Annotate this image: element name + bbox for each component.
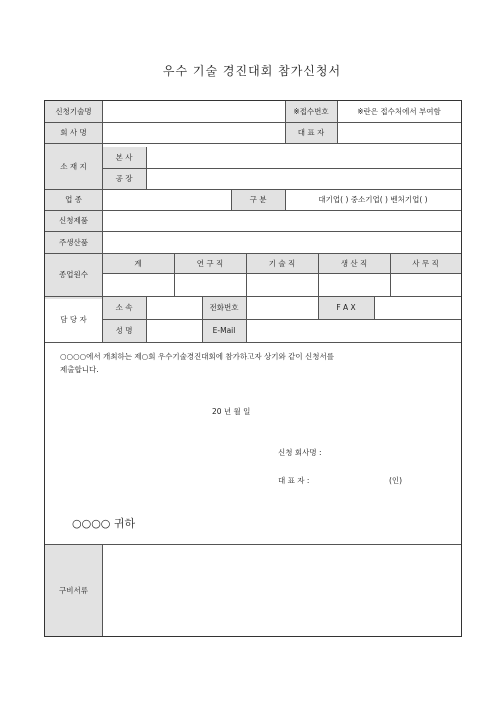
product-field[interactable] [103, 211, 461, 231]
main-product-label: 주생산품 [59, 237, 88, 247]
industry-field[interactable] [103, 190, 231, 210]
applicant-company-line: 신청 회사명 : [278, 448, 322, 457]
phone-field[interactable] [247, 297, 318, 319]
employee-production-field[interactable] [319, 274, 390, 296]
receipt-number-label: ※접수번호 [293, 107, 329, 116]
factory-field[interactable] [147, 169, 461, 189]
department-label: 소 속 [115, 303, 133, 312]
receipt-note: ※란은 접수처에서 부여함 [357, 107, 441, 116]
required-documents-field[interactable] [103, 545, 461, 636]
category-options[interactable]: 대기업( ) 중소기업( ) 벤처기업( ) [318, 195, 428, 204]
fax-field[interactable] [375, 297, 461, 319]
employee-header-technical: 기 술 직 [268, 258, 296, 268]
applicant-tech-field[interactable] [103, 102, 285, 122]
department-field[interactable] [147, 297, 202, 319]
phone-label: 전화번호 [209, 303, 239, 312]
employee-header-production: 생 산 직 [340, 258, 368, 268]
location-label: 소 재 지 [60, 161, 87, 171]
applicant-tech-label: 신청기술명 [55, 107, 92, 116]
category-label: 구 분 [249, 195, 267, 204]
employee-header-research: 연 구 직 [196, 258, 224, 268]
employee-research-field[interactable] [175, 274, 246, 296]
employee-technical-field[interactable] [247, 274, 318, 296]
main-product-field[interactable] [103, 232, 461, 253]
name-label: 성 명 [115, 326, 133, 335]
application-statement-end: 제출합니다. [60, 365, 99, 374]
application-statement: ○○○○에서 개최하는 제○회 우수기술경진대회에 참가하고자 상기와 같이 신청서를 [60, 352, 335, 361]
seal-mark: (인) [389, 476, 403, 485]
required-documents-label: 구비서류 [59, 585, 88, 595]
employee-header-office: 사 무 직 [412, 258, 439, 268]
product-label: 신청제품 [59, 216, 88, 225]
fax-label: F A X [336, 303, 356, 312]
company-label: 회 사 명 [60, 128, 87, 137]
date-line: 20 년 월 일 [212, 407, 251, 416]
employee-header-total: 계 [134, 258, 142, 268]
employees-label: 종업원수 [59, 270, 88, 279]
industry-label: 업 종 [65, 195, 82, 204]
company-field[interactable] [103, 123, 285, 143]
ceo-label: 대 표 자 [297, 128, 325, 137]
email-field[interactable] [247, 320, 461, 342]
name-field[interactable] [147, 320, 202, 342]
contact-label: 담 당 자 [60, 314, 87, 324]
ceo-field[interactable] [338, 123, 461, 143]
applicant-ceo-line: 대 표 자 : [278, 476, 310, 485]
head-office-label: 본 사 [115, 153, 133, 162]
employee-office-field[interactable] [391, 274, 461, 296]
head-office-field[interactable] [147, 148, 461, 168]
recipient-line: ○○○○ 귀하 [72, 517, 136, 530]
form-title: 우수 기술 경진대회 참가신청서 [162, 64, 342, 78]
employee-total-field[interactable] [103, 274, 174, 296]
email-label: E-Mail [212, 326, 236, 335]
factory-label: 공 장 [115, 174, 133, 183]
